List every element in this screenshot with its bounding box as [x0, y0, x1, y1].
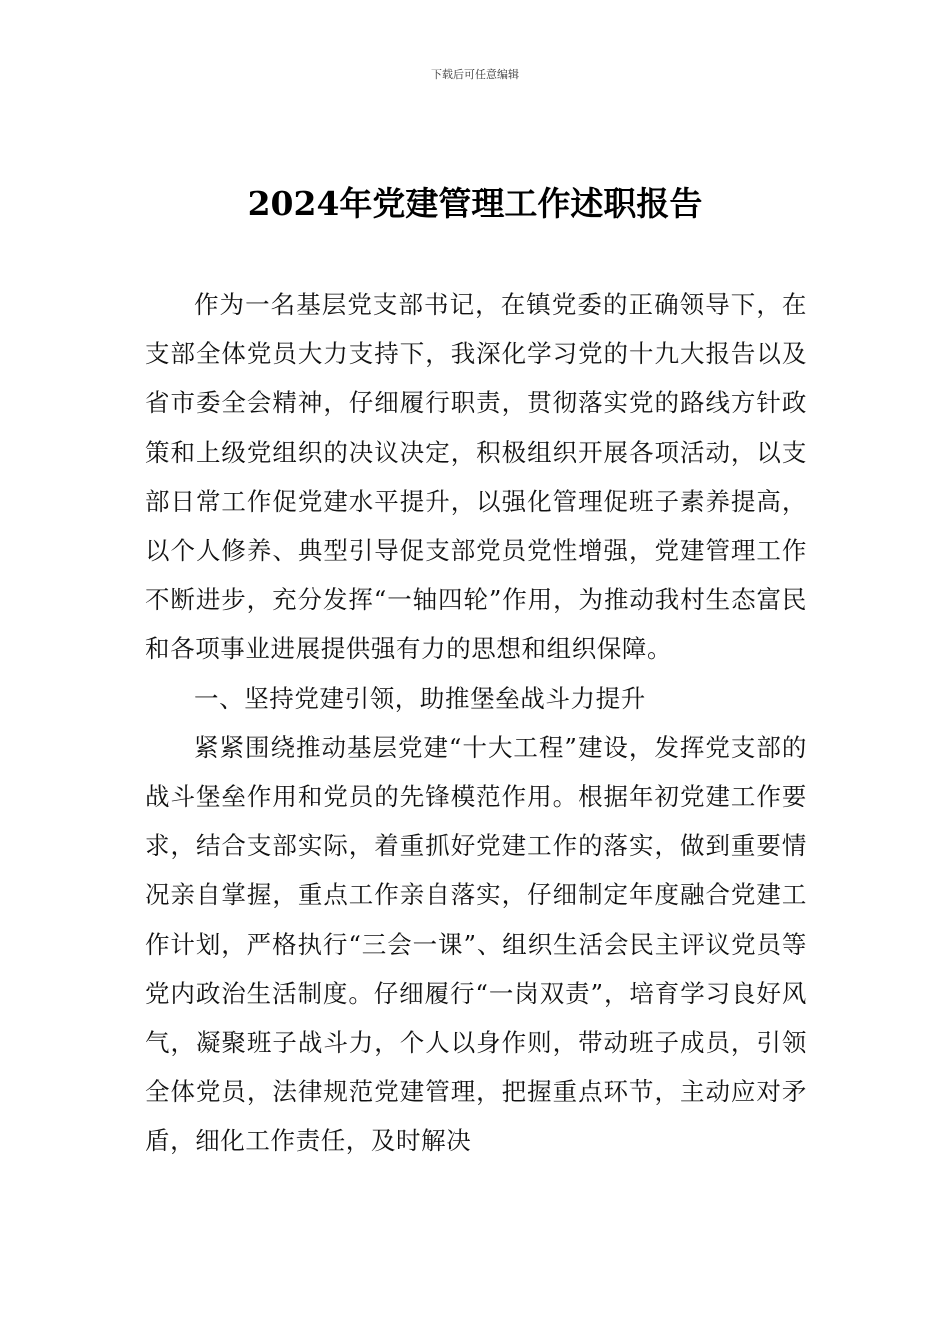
header-note: 下载后可任意编辑 — [431, 68, 519, 81]
paragraph-section-1: 紧紧围绕推动基层党建“十大工程”建设，发挥党支部的战斗堡垒作用和党员的先锋模范作用。根据年初党建工作要求，结合支部实际，着重抓好党建工作的落实，做到重要情况亲自掌握，重点工作亲自落实，仔细制定年度融合党建工作计划，严格执行“三会一课”、组织生活会民主评议党员等党内政治生活制度。仔细履行“一岗双责”，培育学习良好风气，凝聚班子战斗力，个人以身作则，带动班子成员，引领全体党员，法律规范党建管理，把握重点环节，主动应对矛盾，细化工作责任，及时解决 — [145, 732, 807, 1156]
document-body — [145, 280, 807, 1166]
section-heading-1: 一、坚持党建引领，助推堡垒战斗力提升 — [194, 683, 646, 713]
paragraph-intro: 作为一名基层党支部书记，在镇党委的正确领导下，在支部全体党员大力支持下，我深化学习党的十九大报告以及省市委全会精神，仔细履行职责，贯彻落实党的路线方针政策和上级党组织的决议决定，积极组织开展各项活动，以支部日常工作促党建水平提升，以强化管理促班子素养提高，以个人修养、典型引导促支部党员党性增强，党建管理工作不断进步，充分发挥“一轴四轮”作用，为推动我村生态富民和各项事业进展提供强有力的思想和组织保障。 — [145, 290, 807, 664]
document-title: 2024年党建管理工作述职报告 — [247, 184, 703, 223]
